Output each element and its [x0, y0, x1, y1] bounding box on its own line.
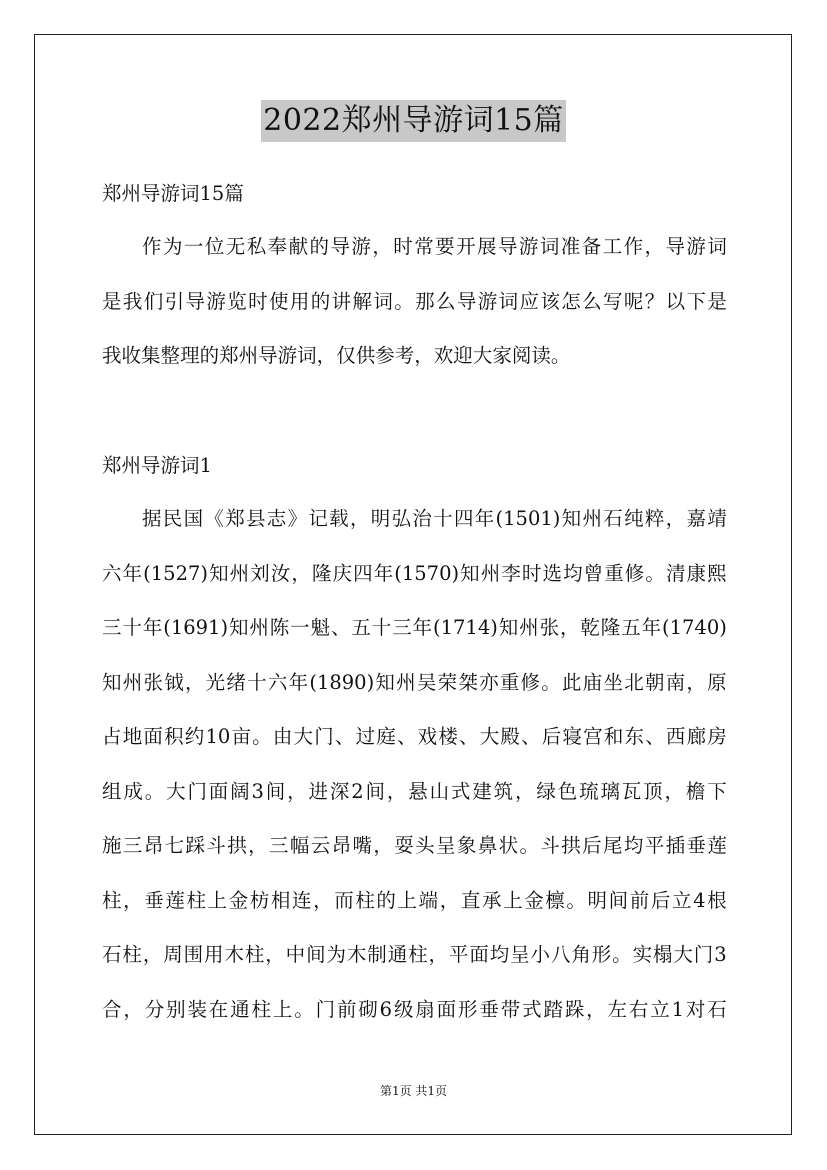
body-line-10: 合 ， 分 别 装 在 通 柱 上 。 门 前 砌 6 级 扇 面 形 垂 带 式 踏 跺 ， 左 右 立 1 对 石	[102, 997, 727, 1021]
title-container	[0, 100, 827, 142]
body-line-6: 组 成 。 大 门 面 阔 3 间 ， 进 深 2 间 ， 悬 山 式 建 筑 ， 绿 色 琉 璃 瓦 顶 ， 檐 下	[102, 779, 727, 803]
intro-line-1: 作 为 一 位 无 私 奉 献 的 导 游 ， 时 常 要 开 展 导 游 词 准 备 工 作 ， 导 游 词	[142, 235, 727, 258]
section-heading: 郑州导游词1	[102, 454, 212, 477]
body-line-8: 柱 ， 垂 莲 柱 上 金 枋 相 连 ， 而 柱 的 上 端 ， 直 承 上 金 檩 。 明 间 前 后 立 4 根	[102, 888, 727, 912]
section-body-paragraph	[102, 505, 727, 1050]
subtitle: 郑州导游词15篇	[102, 182, 244, 205]
page-footer: 第1页 共1页	[379, 1084, 448, 1098]
body-line-5: 占 地 面 积 约 10 亩 。 由 大 门 、 过 庭 、 戏 楼 、 大 殿 、 后 寝 宫 和 东 、 西 廊 房	[102, 725, 727, 748]
body-line-9: 石 柱 ， 周 围 用 木 柱 ， 中 间 为 木 制 通 柱 ， 平 面 均 呈 小 八 角 形 。 实 榻 大 门 3	[102, 943, 727, 966]
body-line-2: 六 年 (1527) 知 州 刘 汝 ， 隆 庆 四 年 (1570) 知 州 李 时 选 均 曾 重 修 。 清 康 熙	[102, 561, 727, 585]
intro-line-2: 是 我 们 引 导 游 览 时 使 用 的 讲 解 词 。 那 么 导 游 词 应 该 怎 么 写 呢 ？ 以 下 是	[102, 289, 727, 313]
intro-paragraph	[102, 233, 727, 397]
intro-line-3: 我 收 集 整 理 的 郑 州 导 游 词 ， 仅 供 参 考 ， 欢 迎 大 家 阅 读 。	[102, 344, 571, 367]
document-title: 2022郑州导游词15篇	[261, 100, 566, 142]
body-line-3: 三 十 年 (1691) 知 州 陈 一 魁 、 五 十 三 年 (1714) 知 州 张 ， 乾 隆 五 年 (1740)	[102, 616, 727, 639]
body-line-4: 知 州 张 钺 ， 光 绪 十 六 年 (1890) 知 州 吴 荣 桀 亦 重 修 。 此 庙 坐 北 朝 南 ， 原	[102, 670, 727, 694]
body-line-1: 据 民 国 《 郑 县 志 》 记 载 ， 明 弘 治 十 四 年 (1501) 知 州 石 纯 粹 ， 嘉 靖	[142, 507, 727, 530]
body-line-7: 施 三 昂 七 踩 斗 拱 ， 三 幅 云 昂 嘴 ， 耍 头 呈 象 鼻 状 。 斗 拱 后 尾 均 平 插 垂 莲	[102, 834, 727, 857]
